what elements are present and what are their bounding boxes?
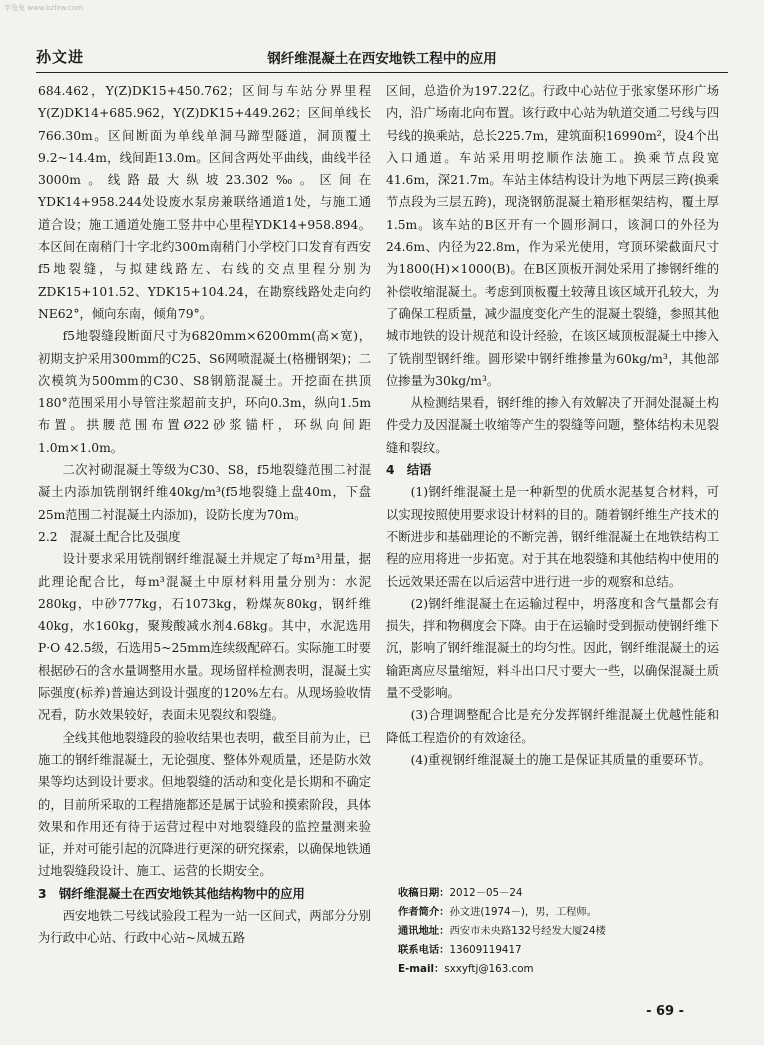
watermark: 学兔兔 www.bzfxw.com <box>4 4 83 12</box>
right-column <box>386 80 719 771</box>
email: E-mail：sxxyftj@163.com <box>398 963 534 975</box>
author-bio: 作者简介：孙文进(1974－)，男，工程师。 <box>398 906 597 918</box>
conclusion-item-2: (2)钢纤维混凝土在运输过程中，坍落度和含气量都会有损失，拌和物稠度会下降。由于在运输时受到振动使钢纤维下沉，影响了钢纤维混凝土的均匀性。因此，钢纤维混凝土的运输距离应尽量缩短，料斗出口尺寸要大一些，以确保混凝土质量不受影响。 <box>386 596 719 701</box>
header-author: 孙文进 <box>36 48 85 66</box>
section-heading-2-2: 2.2 混凝土配合比及强度 <box>38 529 181 544</box>
paragraph: 684.462，Y(Z)DK15+450.762；区间与车站分界里程Y(Z)DK14+685.962，Y(Z)DK15+449.262；区间单线长766.30m。区间断面为单线单洞马蹄型隧道，洞顶覆土9.2~14.4m，线间距13.0m。区间含两处平曲线，曲线半径3000m。线路最大纵坡23.302‰。区间在YDK14+958.244处设废水泵房兼联络通道1处，与施工通道合设；施工通道处施工竖井中心里程YDK14+958.894。本区间在南稍门十字北约300m南稍门小学校门口发育有西安f5地裂缝，与拟建线路左、右线的交点里程分别为ZDK15+101.52、YDK15+104.24，在勘察线路处走向约NE62°，倾向东南，倾角79°。 <box>38 84 371 321</box>
received-date: 收稿日期：2012－05－24 <box>398 887 523 899</box>
paragraph: 区间，总造价为197.22亿。行政中心站位于张家堡环形广场内，沿广场南北向布置。该行政中心站为轨道交通二号线与四号线的换乘站，总长225.7m，建筑面积16990m²，设4个出入口通道。车站采用明挖顺作法施工。换乘节点段宽41.6m，深21.7m。车站主体结构设计为地下两层三跨(换乘节点段为三层五跨)，现浇钢筋混凝土箱形框架结构，覆土厚1.5m。该车站的B区开有一个圆形洞口，该洞口的外径为24.6m、内径为22.8m，作为采光使用，穹顶环梁截面尺寸为1800(H)×1000(B)。在B区顶板开洞处采用了掺钢纤维的补偿收缩混凝土。考虑到顶板覆土较薄且该区域开孔较大，为了确保工程质量，减少温度变化产生的混凝土裂缝，参照其他城市地铁的设计规范和设计经验，在该区域顶板混凝土中掺入了铣削型钢纤维。圆形梁中钢纤维掺量为60kg/m³，其他部位掺量为30kg/m³。 <box>386 84 719 388</box>
page-number: - 69 - <box>646 1004 684 1019</box>
left-column <box>38 80 371 950</box>
phone: 联系电话：13609119417 <box>398 944 522 956</box>
conclusion-item-1: (1)钢纤维混凝土是一种新型的优质水泥基复合材料，可以实现按照使用要求设计材料的目的。随着钢纤维生产技术的不断进步和基础理论的不断完善，钢纤维混凝土在地铁结构工程的应用将进一步拓宽。对于其在地裂缝和其他结构中使用的长远效果还需在以后运营中进行进一步的观察和总结。 <box>386 485 719 589</box>
article-footnote <box>398 884 728 979</box>
conclusion-item-3: (3)合理调整配合比是充分发挥钢纤维混凝土优越性能和降低工程造价的有效途径。 <box>386 708 719 745</box>
paragraph: 设计要求采用铣削钢纤维混凝土并规定了每m³用量，据此理论配合比，每m³混凝土中原材料用量分别为：水泥280kg，中砂777kg，石1073kg，粉煤灰80kg，钢纤维40kg，水160kg，聚羧酸减水剂4.68kg。其中，水泥选用P·O 42.5级，石选用5~25mm连续级配碎石。实际施工时要根据砂石的含水量调整用水量。现场留样检测表明，混凝土实际强度(标养)普遍达到设计强度的120%左右。从现场验收情况看，防水效果较好，表面未见裂纹和裂缝。 <box>38 552 371 723</box>
section-heading-3: 3 钢纤维混凝土在西安地铁其他结构物中的应用 <box>38 886 305 901</box>
page-header <box>36 42 728 73</box>
paragraph: 从检测结果看，钢纤维的掺入有效解决了开洞处混凝土构件受力及因混凝土收缩等产生的裂缝等问题，整体结构未见裂缝和裂纹。 <box>386 396 719 455</box>
paragraph: 西安地铁二号线试验段工程为一站一区间式，两部分分别为行政中心站、行政中心站~凤城五路 <box>38 908 371 946</box>
section-heading-4: 4 结语 <box>386 463 432 478</box>
running-title: 钢纤维混凝土在西安地铁工程中的应用 <box>267 51 497 67</box>
paragraph: 二次衬砌混凝土等级为C30、S8，f5地裂缝范围二衬混凝土内添加铣削钢纤维40kg/m³(f5地裂缝上盘40m，下盘25m范围二衬混凝土内添加)，设防长度为70m。 <box>38 463 371 522</box>
paragraph: f5地裂缝段断面尺寸为6820mm×6200mm(高×宽)，初期支护采用300mm的C25、S6网喷混凝土(格栅钢架)；二次模筑为500mm的C30、S8钢筋混凝土。开挖面在拱顶180°范围采用小导管注浆超前支护，环向0.3m，纵向1.5m布置。拱腰范围布置Ø22砂浆锚杆，环纵向间距1.0m×1.0m。 <box>38 329 371 455</box>
conclusion-item-4: (4)重视钢纤维混凝土的施工是保证其质量的重要环节。 <box>410 752 711 767</box>
mailing-address: 通讯地址：西安市未央路132号经发大厦24楼 <box>398 925 606 937</box>
paragraph: 全线其他地裂缝段的验收结果也表明，截至目前为止，已施工的钢纤维混凝土，无论强度、整体外观质量，还是防水效果等均达到设计要求。但地裂缝的活动和变化是长期和不确定的，目前所采取的工程措施都还是属于试验和摸索阶段，具体效果和作用还有待于运营过程中对地裂缝段的监控量测来验证，并对可能引起的沉降进行更深的研究探索，以确保地铁通过地裂缝段设计、施工、运营的长期安全。 <box>38 730 371 879</box>
